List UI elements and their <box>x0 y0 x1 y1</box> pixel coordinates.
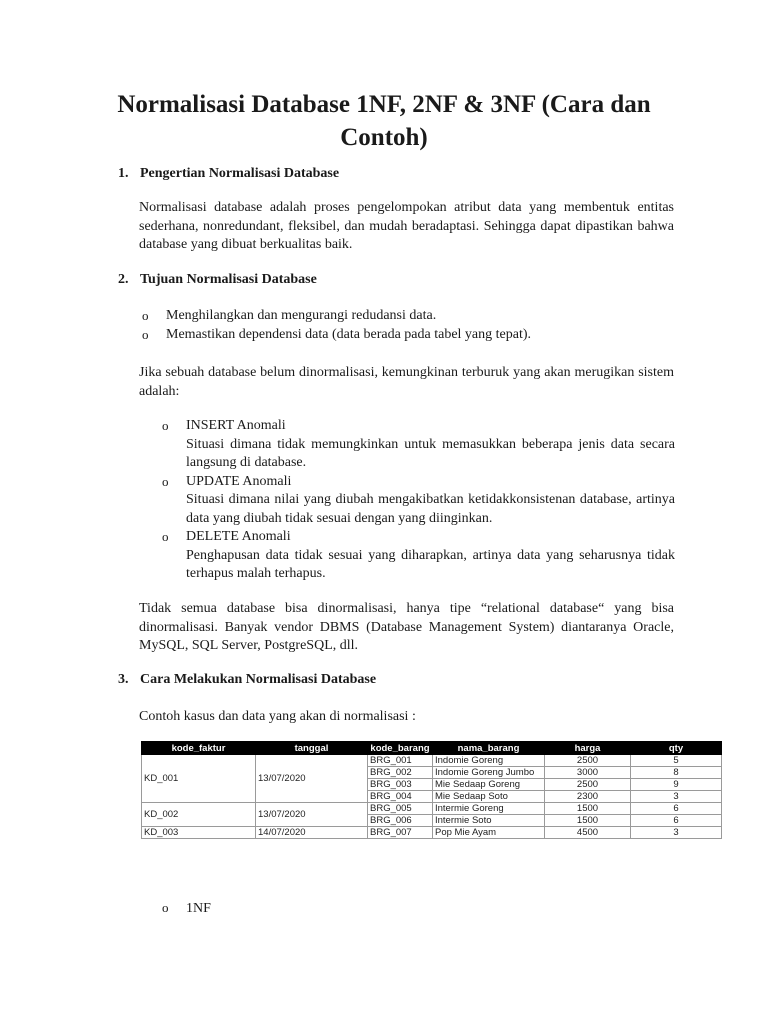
section-heading-text: Pengertian Normalisasi Database <box>140 166 340 181</box>
qty-cell: 6 <box>631 815 722 827</box>
bullet-marker-icon: o <box>162 529 169 544</box>
harga-cell: 2500 <box>545 755 631 767</box>
kode-faktur-cell: KD_002 <box>142 803 256 827</box>
list-item <box>162 473 675 529</box>
list-item-text: Memastikan dependensi data (data berada pada tabel yang tepat). <box>166 326 532 342</box>
list-item <box>162 528 675 584</box>
nama-barang-cell: Mie Sedaap Goreng <box>433 779 545 791</box>
list-item <box>162 900 211 917</box>
nama-barang-cell: Indomie Goreng Jumbo <box>433 767 545 779</box>
column-header: qty <box>631 742 722 755</box>
table-row <box>142 803 722 815</box>
kode-barang-cell: BRG_002 <box>368 767 433 779</box>
anomaly-name: UPDATE Anomali <box>186 473 292 489</box>
bullet-marker-icon: o <box>162 473 169 489</box>
section-3-heading <box>118 672 376 688</box>
kode-barang-cell: BRG_007 <box>368 827 433 839</box>
anomaly-list <box>162 417 675 584</box>
kode-barang-cell: BRG_001 <box>368 755 433 767</box>
qty-cell: 6 <box>631 803 722 815</box>
section-1-heading <box>118 166 339 182</box>
anomaly-name: DELETE Anomali <box>186 529 291 544</box>
column-header: kode_faktur <box>142 742 256 755</box>
harga-cell: 4500 <box>545 827 631 839</box>
harga-cell: 3000 <box>545 767 631 779</box>
column-header: harga <box>545 742 631 755</box>
list-item <box>162 417 675 473</box>
tanggal-cell: 13/07/2020 <box>256 755 368 803</box>
column-header: kode_barang <box>368 742 433 755</box>
kode-barang-cell: BRG_003 <box>368 779 433 791</box>
bullet-marker-icon: o <box>162 418 169 433</box>
kode-barang-cell: BRG_006 <box>368 815 433 827</box>
nama-barang-cell: Intermie Soto <box>433 815 545 827</box>
qty-cell: 5 <box>631 755 722 767</box>
page-title: Normalisasi Database 1NF, 2NF & 3NF (Cara dan Contoh) <box>117 91 651 151</box>
qty-cell: 9 <box>631 779 722 791</box>
anomaly-description: Penghapusan data tidak sesuai yang diharapkan, artinya data yang seharusnya tidak terhapus malah terhapus. <box>186 547 675 581</box>
anomaly-description: Situasi dimana tidak memungkinkan untuk memasukkan beberapa jenis data secara langsung di database. <box>186 436 675 470</box>
invoice-table <box>141 741 722 839</box>
harga-cell: 2300 <box>545 791 631 803</box>
nama-barang-cell: Pop Mie Ayam <box>433 827 545 839</box>
kode-barang-cell: BRG_004 <box>368 791 433 803</box>
nama-barang-cell: Indomie Goreng <box>433 755 545 767</box>
qty-cell: 8 <box>631 767 722 779</box>
section-1-body: Normalisasi database adalah proses pengelompokan atribut data yang membentuk entitas sederhana, nonredundant, fleksibel, dan mudah beradaptasi. Sehingga dapat dipastikan bahwa database yang dibuat berkualitas baik. <box>139 200 674 252</box>
tanggal-cell: 14/07/2020 <box>256 827 368 839</box>
section-number: 1. <box>118 166 129 181</box>
goal-list <box>140 307 675 344</box>
bullet-marker-icon: o <box>142 326 149 342</box>
kode-faktur-cell: KD_001 <box>142 755 256 803</box>
column-header: nama_barang <box>433 742 545 755</box>
list-item <box>140 307 675 326</box>
nama-barang-cell: Intermie Goreng <box>433 803 545 815</box>
section-3-body: Contoh kasus dan data yang akan di normalisasi : <box>139 709 416 724</box>
section-2-heading <box>118 272 317 288</box>
section-2-intro: Jika sebuah database belum dinormalisasi, kemungkinan terburuk yang akan merugikan sistem adalah: <box>139 365 674 399</box>
qty-cell: 3 <box>631 791 722 803</box>
list-item-text: 1NF <box>186 901 211 916</box>
section-heading-text: Tujuan Normalisasi Database <box>140 272 317 287</box>
bullet-marker-icon: o <box>142 308 149 323</box>
kode-faktur-cell: KD_003 <box>142 827 256 839</box>
nama-barang-cell: Mie Sedaap Soto <box>433 791 545 803</box>
section-number: 3. <box>118 672 129 687</box>
anomaly-description: Situasi dimana nilai yang diubah mengakibatkan ketidakkonsistenan database, artinya data yang diubah tidak sesuai dengan yang diinginkan. <box>186 492 675 526</box>
section-2-closing: Tidak semua database bisa dinormalisasi, hanya tipe “relational database“ yang bisa dinormalisasi. Banyak vendor DBMS (Database Management System) diantaranya Oracle, MySQL, SQL Server, PostgreSQL, dll. <box>139 601 674 653</box>
column-header: tanggal <box>256 742 368 755</box>
harga-cell: 2500 <box>545 779 631 791</box>
list-item <box>140 326 675 345</box>
section-number: 2. <box>118 272 129 287</box>
bullet-marker-icon: o <box>162 900 169 915</box>
harga-cell: 1500 <box>545 815 631 827</box>
kode-barang-cell: BRG_005 <box>368 803 433 815</box>
qty-cell: 3 <box>631 827 722 839</box>
table-header-row <box>142 742 722 755</box>
anomaly-name: INSERT Anomali <box>186 418 286 433</box>
list-item-text: Menghilangkan dan mengurangi redudansi data. <box>166 308 437 323</box>
tanggal-cell: 13/07/2020 <box>256 803 368 827</box>
table-row <box>142 755 722 767</box>
table-row <box>142 827 722 839</box>
section-heading-text: Cara Melakukan Normalisasi Database <box>140 672 377 687</box>
harga-cell: 1500 <box>545 803 631 815</box>
